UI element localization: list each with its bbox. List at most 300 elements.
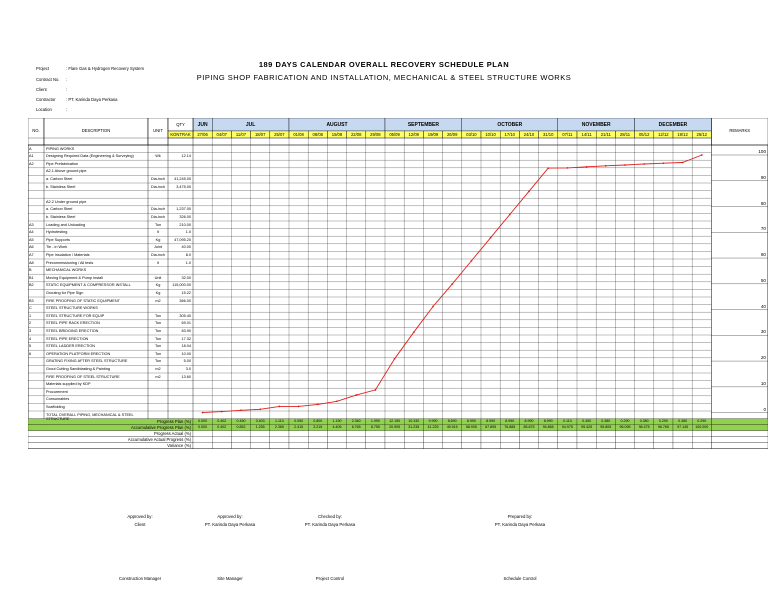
progress-remark-cell [711, 419, 768, 425]
row-number: 2 [29, 321, 32, 326]
plan-point [413, 331, 415, 333]
progress-plan-value: 0.402 [217, 419, 227, 424]
row-qty: 115,000.00 [172, 283, 191, 288]
row-description: Tie - in Work [46, 245, 68, 250]
row-unit: Kg [155, 237, 161, 242]
progress-remark-cell [711, 431, 768, 437]
week-label: 25/07 [274, 132, 285, 138]
contractor-value: : PT. Karinda Daya Perkasa [66, 97, 118, 102]
row-unit: Ton [154, 351, 162, 356]
week-label: 04/07 [216, 132, 228, 138]
row-description: FIRE PROOFING OF STEEL STRUCTURE [46, 374, 120, 379]
plan-point [451, 283, 453, 285]
progress-plan-value: 0.290 [658, 419, 668, 424]
row-description: Loading and Unloading [46, 222, 86, 227]
progress-cell [692, 443, 711, 449]
progress-cell [193, 437, 212, 443]
progress-cell [347, 443, 366, 449]
row-unit: Dia-inch [151, 252, 165, 257]
progress-cell [289, 437, 308, 443]
accum-plan-value: 85.875 [523, 425, 535, 430]
progress-row-label: Accumulative Progress Plan (%) [130, 425, 191, 431]
row-qty: 326.00 [179, 214, 191, 219]
week-label: 21/11 [600, 132, 611, 138]
row-description: A2.2 Under ground pipe [46, 199, 87, 204]
column-header-no: NO. [32, 128, 40, 133]
progress-cell [577, 443, 596, 449]
progress-row-label: Progress Actual (%) [153, 431, 191, 437]
row-number: B2 [29, 283, 34, 288]
accum-plan-value: 0.402 [217, 425, 227, 430]
progress-cell [654, 437, 673, 443]
progress-plan-value: 0.380 [678, 419, 688, 424]
row-description: STEEL STRUCTURE WORKS [46, 306, 98, 311]
row-unit: Ton [154, 313, 162, 318]
row-description: STEEL BRIDGING ERECTION [46, 328, 99, 333]
column-header-unit: UNIT [153, 128, 163, 133]
row-number: B1 [29, 275, 34, 280]
progress-plan-value: 8.990 [505, 419, 515, 424]
progress-cell [423, 443, 442, 449]
progress-plan-value: 0.380 [639, 419, 649, 424]
week-label: 03/10 [466, 132, 477, 138]
row-description: Grouting for Pipe Sign [46, 290, 84, 295]
progress-cell [193, 431, 212, 437]
project-label: Project [36, 66, 50, 71]
row-number: 1 [29, 313, 32, 318]
progress-plan-value: 0.450 [236, 419, 246, 424]
progress-plan-value: 8.990 [543, 419, 553, 424]
accum-plan-value: 6.765 [351, 425, 361, 430]
progress-cell [308, 431, 327, 437]
location-value: : [66, 107, 68, 112]
plan-point [701, 154, 703, 156]
column-header-remarks: REMARKS [729, 128, 751, 133]
progress-cell [251, 443, 270, 449]
column-header-description: DESCRIPTION [81, 128, 111, 133]
progress-cell [519, 431, 538, 437]
signature-org: Client [134, 522, 146, 527]
progress-cell [615, 431, 634, 437]
plan-point [605, 165, 607, 167]
row-number: B [29, 268, 32, 273]
progress-cell [404, 437, 423, 443]
signature-role: Checked by: [318, 514, 342, 519]
row-description: b. Stainless Steel [46, 184, 76, 189]
row-number: A8 [29, 260, 34, 265]
row-description: Precommissioning / All tests [46, 260, 94, 265]
progress-cell [231, 431, 250, 437]
project-value: : Flare Gas & Hydrogen Recovery System [66, 66, 144, 71]
row-description: b. Stainless Steel [46, 214, 76, 219]
plan-point [682, 162, 684, 164]
row-number: A7 [29, 252, 34, 257]
progress-plan-value: 0.110 [563, 419, 572, 424]
accum-plan-value: 41.225 [427, 425, 439, 430]
week-label: 31/10 [542, 132, 554, 138]
month-label: NOVEMBER [581, 122, 611, 128]
row-qty: 10.00 [181, 351, 191, 356]
column-header-kontrak: KONTRAK [170, 132, 191, 138]
accum-plan-value: 96.475 [638, 425, 650, 430]
row-number: A4 [29, 230, 34, 235]
progress-cell [673, 443, 692, 449]
row-unit: Dia-inch [151, 214, 165, 219]
row-number: 3 [29, 328, 32, 333]
accum-plan-value: 1.255 [255, 425, 265, 430]
progress-cell [366, 443, 385, 449]
progress-plan-value: 0.800 [313, 419, 323, 424]
row-number: A6 [29, 245, 34, 250]
progress-cell [212, 437, 231, 443]
row-qty: 69.01 [181, 321, 191, 326]
row-unit: m2 [155, 374, 161, 379]
progress-cell [596, 431, 615, 437]
page-subtitle: PIPING SHOP FABRICATION AND INSTALLATION, MECHANICAL & STEEL STRUCTURE WORKS [196, 73, 572, 82]
plan-point [355, 394, 357, 396]
progress-plan-value: 8.990 [466, 419, 476, 424]
progress-cell [500, 443, 519, 449]
scale-label: 20 [760, 355, 766, 361]
plan-point [221, 411, 223, 413]
progress-cell [481, 437, 500, 443]
row-qty: 32.00 [181, 275, 191, 280]
row-unit: lt [157, 230, 159, 235]
progress-cell [270, 443, 289, 449]
week-label: 19/12 [677, 132, 688, 138]
progress-cell [366, 431, 385, 437]
row-number: 4 [29, 336, 32, 341]
week-label: 08/08 [312, 132, 324, 138]
progress-cell [615, 437, 634, 443]
scale-label: 100 [758, 149, 766, 154]
plan-point [279, 406, 281, 408]
progress-plan-value: 0.290 [620, 419, 630, 424]
row-description: Procurement [46, 389, 68, 394]
progress-cell [404, 431, 423, 437]
accum-plan-value: 4.405 [332, 425, 342, 430]
progress-cell [289, 431, 308, 437]
row-description: Hydrotesting [46, 230, 68, 235]
page-title: 189 DAYS CALENDAR OVERALL RECOVERY SCHEDULE PLAN [258, 60, 510, 69]
plan-point [240, 409, 242, 411]
row-description: FIRE PROOFING OF STATIC EQUIPMENT [46, 298, 120, 303]
progress-plan-value: 10.330 [408, 419, 420, 424]
row-unit: Kg [155, 290, 161, 295]
month-label: DECEMBER [658, 122, 688, 128]
month-label: AUGUST [326, 122, 348, 128]
progress-cell [462, 437, 481, 443]
row-qty: 1,237.00 [176, 207, 191, 212]
row-qty: 40.00 [181, 245, 191, 250]
row-qty: 41,245.00 [174, 176, 191, 181]
progress-cell [212, 443, 231, 449]
progress-plan-value: 8.990 [486, 419, 496, 424]
progress-cell [231, 443, 250, 449]
progress-cell [500, 431, 519, 437]
accum-plan-value: 95.805 [600, 425, 612, 430]
progress-remark-cell [711, 443, 768, 449]
plan-point [567, 167, 569, 169]
accum-plan-value: 20.905 [389, 425, 401, 430]
week-label: 18/07 [254, 132, 266, 138]
progress-plan-value: 1.990 [370, 419, 380, 424]
progress-cell [385, 443, 404, 449]
progress-cell [347, 437, 366, 443]
progress-cell [308, 443, 327, 449]
progress-cell [443, 437, 462, 443]
row-qty: 83.90 [181, 328, 191, 333]
schedule-sheet [28, 118, 768, 498]
scale-label: 30 [760, 329, 766, 335]
week-label: 07/11 [562, 132, 573, 138]
row-number: A1 [29, 154, 34, 159]
row-qty: 366.00 [179, 298, 191, 303]
progress-cell [443, 431, 462, 437]
row-qty: 5.00 [183, 359, 191, 364]
progress-remark-cell [711, 425, 768, 431]
row-unit: m2 [155, 366, 161, 371]
progress-cell [423, 437, 442, 443]
row-unit: Ton [154, 344, 162, 349]
row-unit: lt [157, 260, 159, 265]
week-label: 26/12 [696, 132, 708, 138]
progress-cell [366, 437, 385, 443]
progress-plan-value: 8.990 [524, 419, 534, 424]
row-description: Grout Cutting Sandblasting & Painting [46, 366, 110, 371]
week-label: 14/11 [581, 132, 592, 138]
scale-label: 0 [763, 406, 766, 412]
progress-cell [289, 443, 308, 449]
row-unit: Ton [154, 222, 162, 227]
progress-cell [270, 437, 289, 443]
row-qty: 15.22 [181, 290, 191, 295]
signature-role: Prepared by: [507, 514, 533, 519]
accum-plan-value: 94.865 [542, 425, 554, 430]
plan-point [375, 389, 377, 391]
row-qty: 1.0 [185, 260, 191, 265]
signature-role: Approved by: [127, 514, 153, 519]
row-qty: 210.00 [179, 222, 191, 227]
progress-cell [577, 437, 596, 443]
accum-plan-value: 49.915 [446, 425, 458, 430]
row-description: OPERATION PLATFORM ERECTION [46, 351, 111, 356]
row-description: Moving Equipment & Pump Install [46, 275, 103, 280]
plan-point [432, 306, 434, 308]
month-label: JUN [197, 122, 208, 128]
accum-plan-value: 100.000 [695, 425, 709, 430]
accum-plan-value: 3.215 [313, 425, 323, 430]
progress-cell [615, 443, 634, 449]
week-label: 22/08 [350, 132, 362, 138]
row-unit: m2 [155, 298, 161, 303]
row-number: A3 [29, 222, 34, 227]
progress-cell [577, 431, 596, 437]
progress-cell [692, 431, 711, 437]
row-unit: Kg [155, 283, 161, 288]
progress-cell [212, 431, 231, 437]
progress-cell [462, 443, 481, 449]
row-number: B3 [29, 298, 34, 303]
progress-cell [539, 443, 558, 449]
row-qty: 18.04 [181, 344, 191, 349]
scale-label: 80 [760, 200, 766, 206]
progress-remark-cell [711, 437, 768, 443]
row-qty: 305.40 [179, 313, 191, 318]
row-description: Pipe Prefabrication [46, 161, 79, 166]
plan-point [336, 400, 338, 402]
week-label: 26/09 [446, 132, 458, 138]
scale-label: 60 [760, 252, 766, 258]
client-label: Client [36, 87, 47, 92]
progress-plan-value: 0.403 [255, 419, 265, 424]
week-label: 29/08 [370, 132, 381, 138]
plan-point [624, 164, 626, 166]
progress-row-label: Variance (%) [167, 443, 191, 449]
week-label: 05/12 [638, 132, 650, 138]
progress-cell [673, 437, 692, 443]
client-value: : [66, 87, 68, 92]
row-qty: 1.0 [185, 230, 191, 235]
signature-org: PT. Karinda Daya Perkasa [304, 522, 356, 527]
accum-plan-value: 31.235 [408, 425, 420, 430]
progress-cell [596, 443, 615, 449]
week-label: 17/10 [504, 132, 516, 138]
scale-label: 90 [760, 174, 766, 180]
week-label: 10/10 [485, 132, 496, 138]
row-description: Pipe Insulation / Materials [46, 252, 90, 257]
progress-cell [673, 431, 692, 437]
row-description: STEEL LADDER ERECTION [46, 344, 96, 349]
scale-label: 40 [760, 303, 766, 309]
accum-plan-value: 2.365 [274, 425, 284, 430]
row-unit: Joint [153, 245, 163, 250]
progress-plan-value: 9.990 [428, 419, 438, 424]
progress-cell [654, 431, 673, 437]
progress-cell [635, 443, 654, 449]
contract-label: Contract No. [36, 77, 60, 82]
progress-plan-value: 0.050 [294, 419, 304, 424]
progress-plan-value: 0.290 [697, 419, 707, 424]
progress-cell [654, 443, 673, 449]
signature-role: Approved by: [217, 514, 243, 519]
row-description: STEEL STRUCTURE FOR EQUIP [46, 313, 105, 318]
progress-cell [270, 431, 289, 437]
progress-cell [539, 437, 558, 443]
month-label: JUL [245, 122, 256, 128]
progress-plan-value: 2.360 [351, 419, 361, 424]
plan-point [259, 408, 261, 410]
plan-point [298, 406, 300, 408]
row-number: C [29, 306, 32, 311]
progress-cell [558, 431, 577, 437]
row-number: 6 [29, 351, 32, 356]
progress-cell [308, 437, 327, 443]
progress-cell [635, 431, 654, 437]
plan-point [394, 358, 396, 360]
column-header-qty: QTY [176, 122, 185, 127]
row-description: a. Carbon Steel [46, 176, 73, 181]
week-label: 01/08 [293, 132, 304, 138]
progress-plan-value: 1.190 [332, 419, 342, 424]
signature-org: PT. Karinda Daya Perkasa [204, 522, 256, 527]
accum-plan-value: 58.905 [465, 425, 477, 430]
row-number: A5 [29, 237, 34, 242]
progress-cell [423, 431, 442, 437]
week-label: 12/09 [408, 132, 420, 138]
progress-cell [462, 431, 481, 437]
row-description: A2.1 Above ground pipe [46, 169, 87, 174]
plan-point [202, 412, 204, 414]
row-unit: Ton [154, 336, 162, 341]
row-unit: Dia-inch [151, 176, 165, 181]
progress-row-label: Accumulative Actual Progress (%) [127, 437, 191, 443]
accum-plan-value: 0.000 [198, 425, 208, 430]
progress-cell [558, 443, 577, 449]
plan-point [490, 237, 492, 239]
week-label: 27/06 [197, 132, 208, 138]
row-description: a. Carbon Steel [46, 207, 73, 212]
row-unit: Ton [154, 359, 162, 364]
progress-row-label: Progress Plan (%) [157, 419, 191, 425]
progress-cell [327, 431, 346, 437]
row-description: STEEL PIPE ERECTION [46, 336, 89, 341]
row-qty: 17.32 [181, 336, 191, 341]
progress-cell [251, 437, 270, 443]
progress-cell [347, 431, 366, 437]
progress-cell [500, 437, 519, 443]
row-qty: 3.0 [185, 366, 191, 371]
scale-label: 70 [760, 226, 766, 232]
accum-plan-value: 2.415 [294, 425, 304, 430]
progress-cell [251, 431, 270, 437]
progress-plan-value: 12.150 [389, 419, 401, 424]
accum-plan-value: 0.852 [236, 425, 246, 430]
progress-plan-value: 0.380 [601, 419, 611, 424]
progress-cell [635, 437, 654, 443]
signature-title: Construction Manager [118, 576, 162, 581]
progress-cell [231, 437, 250, 443]
signature-title: Schedule Control [503, 576, 537, 581]
scale-label: 50 [760, 277, 766, 283]
plan-point [317, 403, 319, 405]
week-label: 19/09 [427, 132, 439, 138]
row-qty: 13.60 [181, 374, 191, 379]
row-description: STATIC EQUIPMENT & COMPRESSOR INSTALL [46, 283, 131, 288]
accum-plan-value: 8.755 [370, 425, 380, 430]
row-number: 5 [29, 344, 32, 349]
accum-plan-value: 97.145 [677, 425, 689, 430]
row-description: MECHANICAL WORKS [46, 268, 87, 273]
month-label: OCTOBER [497, 122, 523, 128]
accum-plan-value: 67.895 [485, 425, 497, 430]
contract-value: : [66, 77, 68, 82]
progress-plan-value: 1.110 [275, 419, 284, 424]
week-label: 12/12 [658, 132, 669, 138]
row-unit: Dia-inch [151, 184, 165, 189]
accum-plan-value: 96.765 [657, 425, 669, 430]
accum-plan-value: 76.885 [504, 425, 516, 430]
row-description: Pipe Supports [46, 237, 70, 242]
month-label: SEPTEMBER [407, 122, 439, 128]
progress-cell [481, 431, 500, 437]
row-number: A2 [29, 161, 34, 166]
progress-cell [193, 443, 212, 449]
row-description: PIPING WORKS [46, 146, 75, 151]
row-qty: 47,095.20 [174, 237, 191, 242]
row-qty: 3,475.00 [176, 184, 191, 189]
row-unit: Ton [154, 321, 162, 326]
